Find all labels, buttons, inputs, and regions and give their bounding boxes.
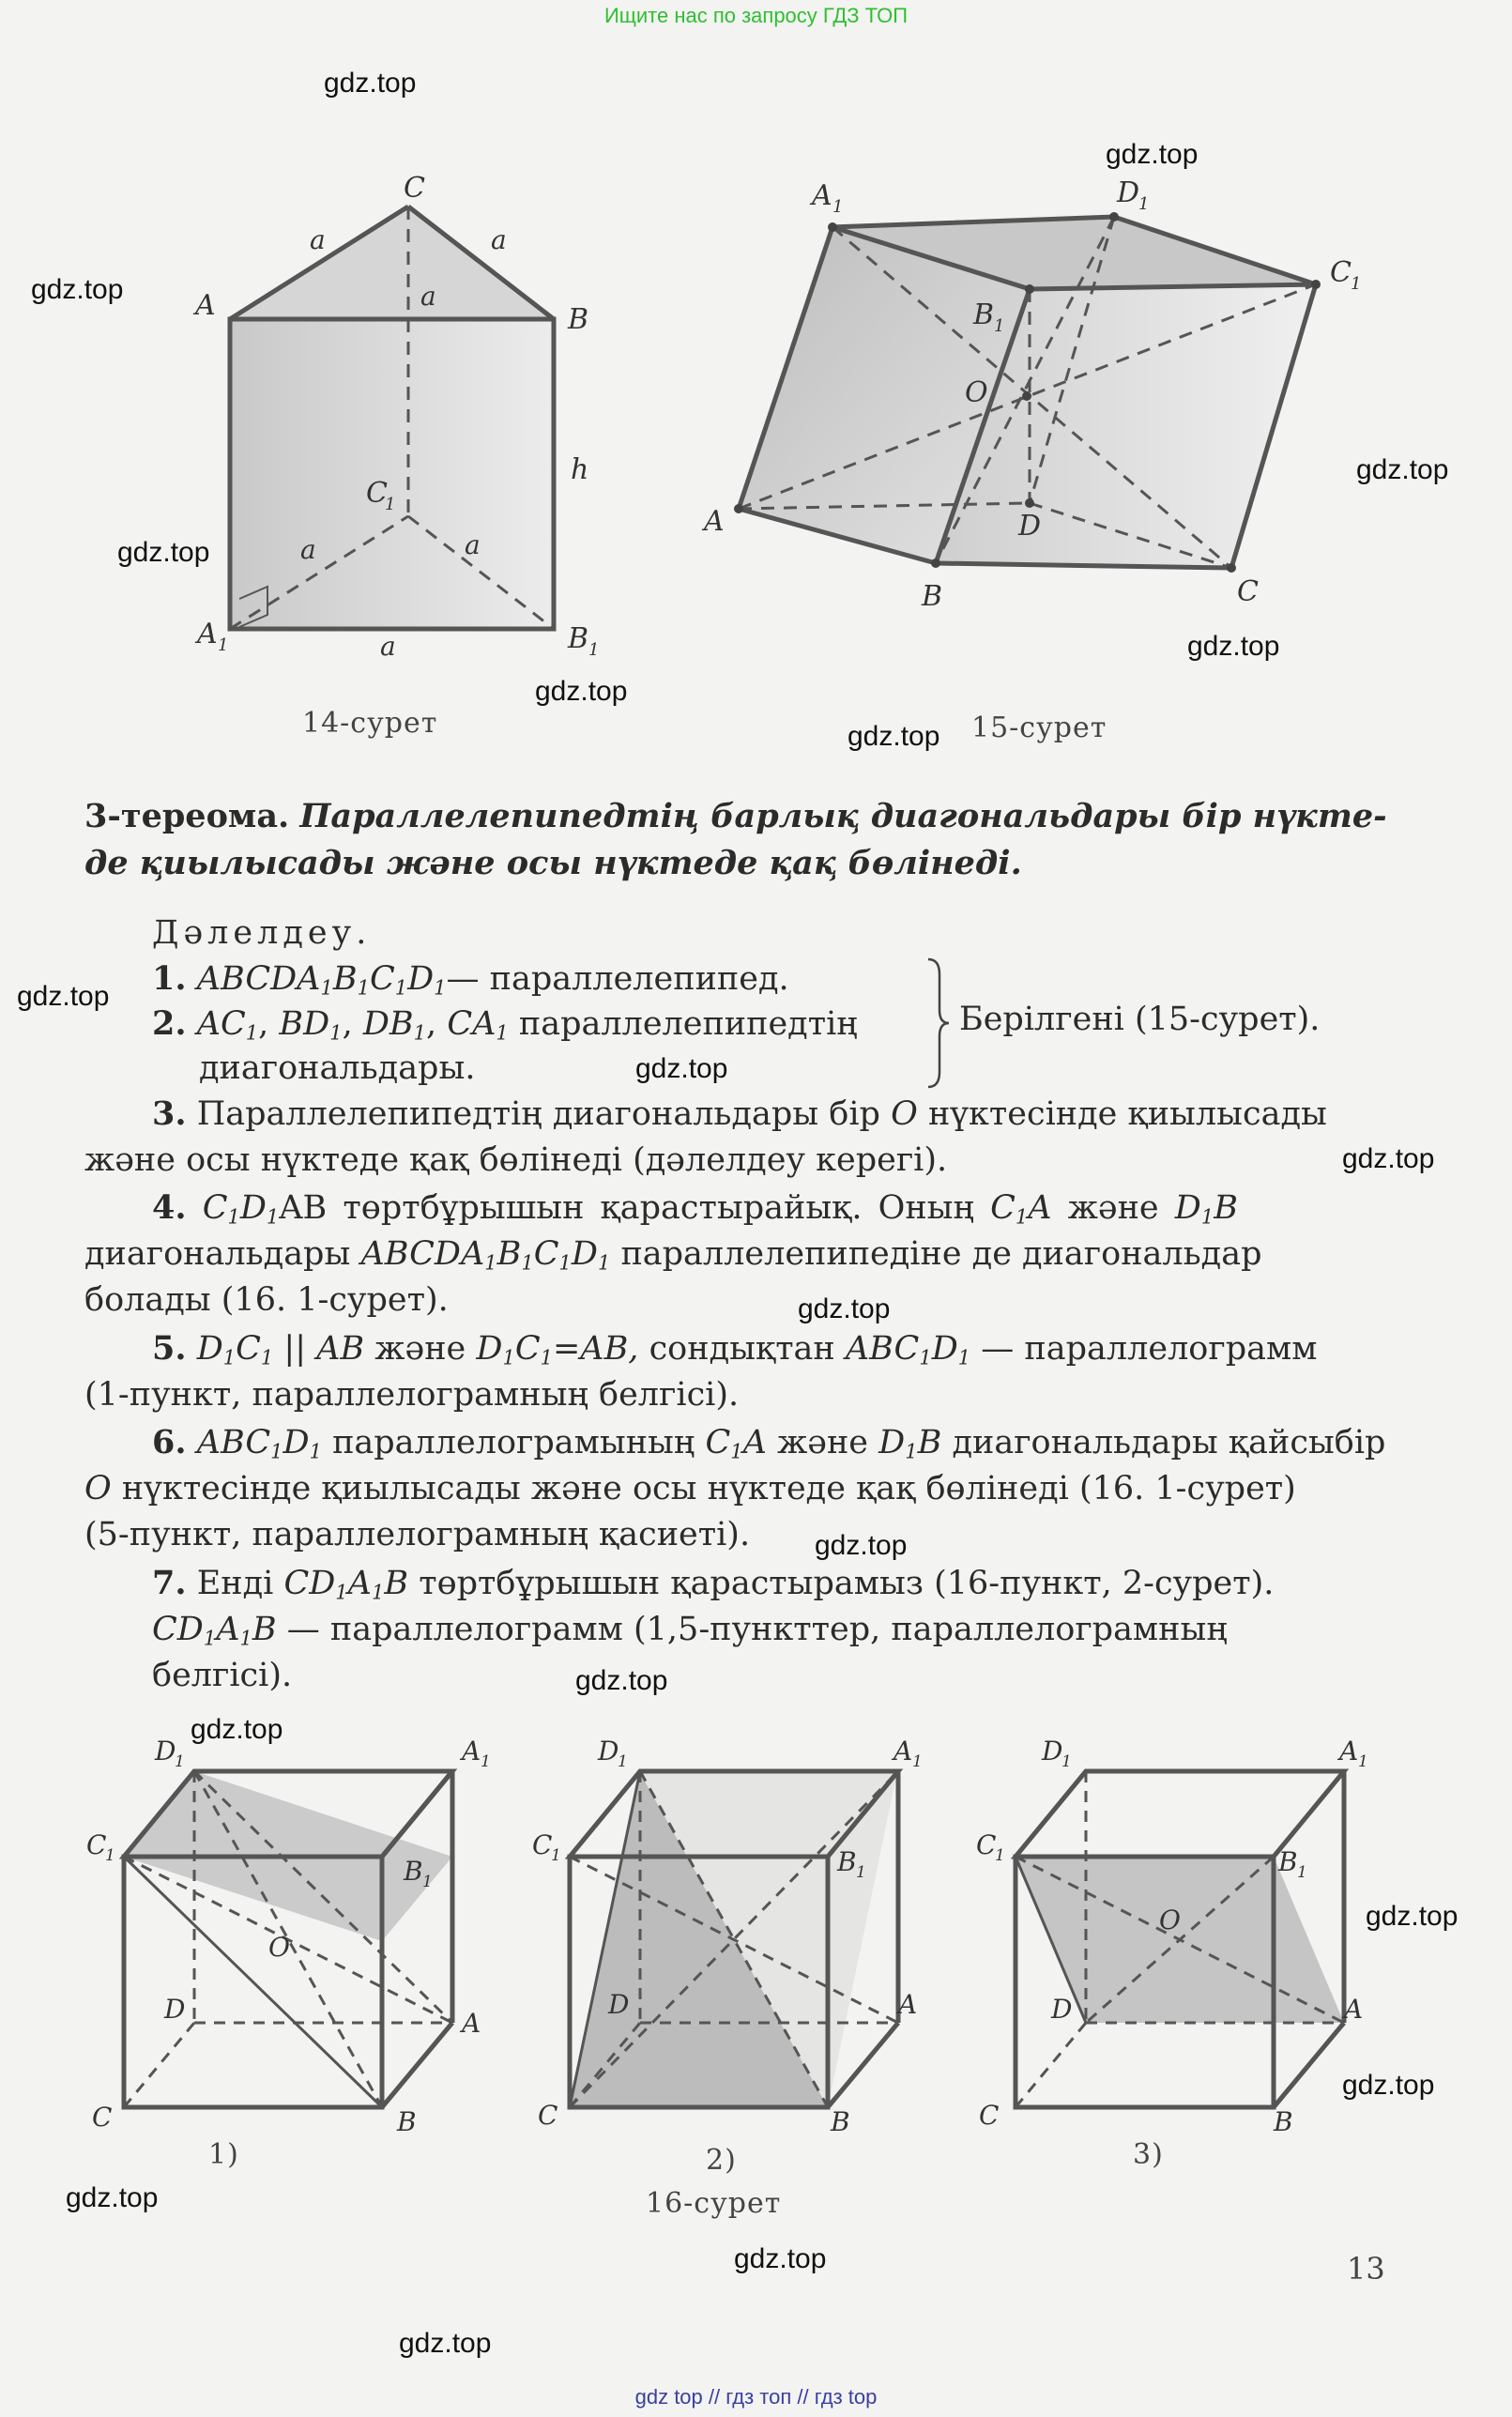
proof-step-6: 6. $ABC_1D_1$ параллелограмының $C_1A$ және $D_1B$ диагональдары қайсыбір O нүктесінде қиылысады және осы нүктеде қақ бөлінеді (16. 1-сурет) (5-пункт, параллелограмның қасиеті). (84, 1423, 1386, 1553)
label-C1: C (366, 477, 388, 510)
proof-step-3: 3. Параллелепипедтің диагональдары бір O нүктесінде қиылысады және осы нүктеде қақ бөлінеді (дәлелдеу керегі). (84, 1094, 1327, 1179)
watermark: gdz.top (734, 2243, 827, 2274)
figure-16-part-3: 3) (1133, 2138, 1164, 2171)
svg-text:A: A (462, 1736, 481, 1767)
cube-3 (976, 1736, 1368, 2137)
label-a: a (380, 631, 396, 662)
svg-text:1: 1 (385, 495, 396, 514)
figure-15-caption: 15-сурет (971, 711, 1107, 744)
proof-step-7: 7. Енді $CD_1A_1B$ төртбұрышын қарастырамыз (16-пункт, 2-сурет). $CD_1A_1B$ — параллелограмм (1,5-пункттер, параллелограмның белгісі). (152, 1564, 1275, 1694)
watermark: gdz.top (1356, 454, 1449, 485)
svg-text:1: 1 (588, 640, 600, 660)
search-hint-link[interactable]: Ищите нас по запросу ГДЗ ТОП (603, 4, 909, 27)
label-A: A (704, 505, 725, 538)
svg-text:C: C (86, 1829, 107, 1860)
figure-16-cubes (75, 1718, 1408, 2159)
figure-14-caption: 14-сурет (302, 707, 438, 740)
theorem-label: 3-тереома. (84, 797, 290, 835)
proof-step-4: 4. $C_1D_1AB$ төртбұрышын қарастырайық. Оның $C_1A$ және $D_1B$ диагональдары $ABCDA_1B_1C_1D_1$ параллелепипедіне де диагональдар болады (16. 1-сурет). (84, 1188, 1262, 1319)
svg-text:1: 1 (994, 316, 1005, 336)
svg-text:1: 1 (832, 197, 844, 217)
label-D: D (1018, 510, 1042, 543)
label-A1: A (812, 179, 832, 212)
svg-text:1: 1 (1358, 1752, 1368, 1771)
label-C: C (404, 172, 425, 205)
svg-text:1: 1 (105, 1846, 115, 1865)
watermark: gdz.top (635, 1053, 728, 1084)
svg-text:1: 1 (1061, 1752, 1072, 1771)
label-O: O (965, 376, 988, 409)
svg-text:1: 1 (1297, 1863, 1307, 1882)
svg-text:C: C (979, 2100, 1000, 2131)
svg-text:1: 1 (856, 1863, 866, 1882)
svg-text:O: O (1159, 1905, 1181, 1935)
svg-text:1: 1 (218, 635, 229, 655)
svg-text:1: 1 (422, 1873, 433, 1891)
footer-links[interactable]: gdz top // гдз топ // гдз top (634, 2385, 878, 2409)
watermark: gdz.top (815, 1530, 908, 1561)
label-B: B (568, 303, 589, 336)
svg-text:1: 1 (912, 1752, 923, 1771)
svg-text:D: D (164, 1994, 186, 2025)
svg-text:B: B (404, 1856, 423, 1887)
watermark: gdz.top (1187, 631, 1280, 662)
svg-text:A: A (898, 1989, 918, 2020)
watermark: gdz.top (17, 981, 110, 1012)
page-number: 13 (1347, 2251, 1385, 2287)
label-C1: C (1330, 256, 1352, 289)
watermark: gdz.top (1106, 139, 1199, 170)
figure-15-parallelepiped (695, 169, 1389, 629)
given-label: Берілгені (15-сурет). (959, 1001, 1321, 1038)
theorem: 3-тереома. Параллелепипедтің барлық диагональдары бір нүкте- де қиылысады және осы нүктеде қақ бөлінеді. (84, 797, 1387, 882)
svg-text:A: A (1339, 1736, 1359, 1767)
svg-text:B: B (831, 2106, 850, 2137)
watermark: gdz.top (399, 2328, 492, 2359)
label-A1: A (197, 618, 218, 650)
svg-text:A: A (462, 2008, 481, 2039)
watermark: gdz.top (31, 274, 124, 305)
watermark: gdz.top (575, 1665, 668, 1696)
label-B1: B (973, 298, 995, 331)
proof-step-1: 1. $ABCDA_1B_1C_1D_1—$ параллелепипед. (152, 959, 789, 1000)
figure-14-prism (178, 164, 610, 690)
watermark: gdz.top (117, 537, 210, 568)
figure-16-part-2: 2) (706, 2144, 737, 2177)
watermark: gdz.top (191, 1714, 283, 1745)
svg-text:1: 1 (995, 1846, 1005, 1865)
label-B1: B (568, 622, 589, 655)
svg-text:O: O (268, 1932, 290, 1963)
svg-text:1: 1 (551, 1846, 561, 1865)
watermark: gdz.top (535, 676, 628, 707)
label-B: B (922, 580, 943, 613)
watermark: gdz.top (1342, 1143, 1435, 1174)
svg-text:C: C (532, 1829, 553, 1860)
watermark: gdz.top (324, 68, 417, 99)
svg-text:D: D (1051, 1994, 1073, 2025)
watermark: gdz.top (848, 721, 940, 752)
proof-step-2-cont: диагональдары. (199, 1049, 476, 1087)
svg-text:C: C (976, 1829, 997, 1860)
label-a: a (491, 224, 507, 255)
label-C: C (1237, 575, 1259, 608)
figure-16-caption: 16-сурет (646, 2187, 782, 2220)
svg-text:1: 1 (1351, 274, 1362, 294)
label-a: a (420, 281, 436, 312)
svg-text:1: 1 (618, 1752, 628, 1771)
watermark: gdz.top (1342, 2070, 1435, 2101)
label-A: A (195, 289, 216, 322)
svg-text:B: B (397, 2106, 417, 2137)
svg-text:1: 1 (1138, 194, 1150, 214)
watermark: gdz.top (1366, 1901, 1459, 1932)
proof-step-2: 2. $AC_1$, $BD_1$, $DB_1$, $CA_1$ параллелепипедтің (152, 1004, 858, 1045)
watermark: gdz.top (798, 1293, 891, 1324)
label-a: a (310, 224, 326, 255)
svg-text:D: D (598, 1736, 619, 1767)
svg-text:C: C (92, 2102, 113, 2133)
figure-16-part-1: 1) (208, 2138, 239, 2171)
proof-step-5: 5. $D_1C_1$ || AB және $D_1C_1=AB$, сондықтан $ABC_1D_1$ — параллелограмм (1-пункт, параллелограмның белгісі). (84, 1329, 1318, 1414)
label-h: h (571, 453, 589, 486)
svg-text:B: B (1278, 1846, 1298, 1877)
cube-1 (86, 1736, 491, 2137)
cube-2 (532, 1736, 923, 2137)
svg-text:D: D (1042, 1736, 1063, 1767)
svg-text:B: B (1274, 2106, 1293, 2137)
svg-text:D: D (155, 1736, 176, 1767)
svg-text:C: C (538, 2100, 558, 2131)
svg-text:A: A (893, 1736, 913, 1767)
label-D1: D (1117, 176, 1140, 209)
svg-text:1: 1 (481, 1752, 491, 1771)
label-a: a (465, 529, 481, 560)
svg-text:B: B (837, 1846, 857, 1877)
given-brace (924, 956, 953, 1092)
watermark: gdz.top (66, 2182, 159, 2213)
svg-text:A: A (1344, 1994, 1364, 2025)
label-a: a (300, 534, 316, 565)
proof-title: Дәлелдеу. (152, 914, 372, 952)
svg-text:D: D (608, 1989, 630, 2020)
svg-text:1: 1 (175, 1752, 185, 1771)
